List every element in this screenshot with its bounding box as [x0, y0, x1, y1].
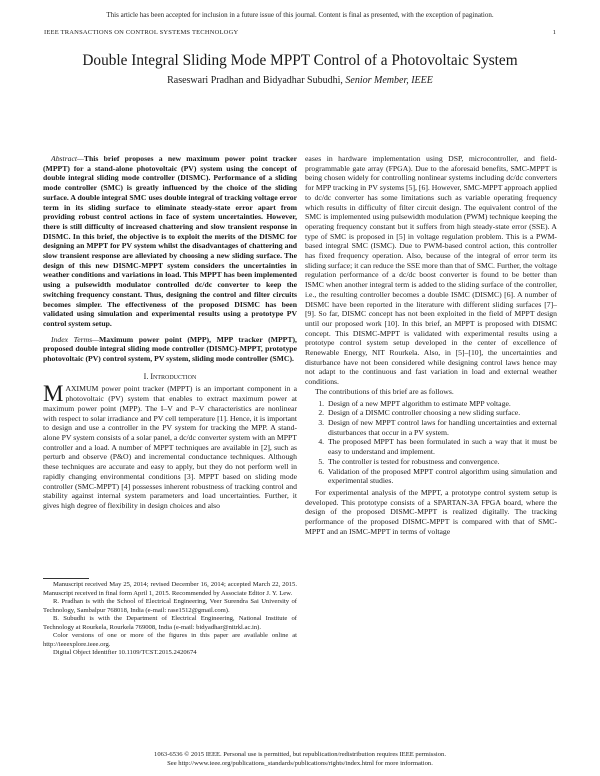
index-terms	[43, 335, 297, 364]
footnote-color: Color versions of one or more of the figures in this paper are available online at http://ieeexplore.ieee.org.	[43, 632, 297, 648]
author-line	[0, 75, 600, 86]
author-names: Raseswari Pradhan and Bidyadhar Subudhi,	[167, 75, 343, 86]
footnote-author1: R. Pradhan is with the School of Electrical Engineering, Veer Surendra Sai University of Technology, Sambalpur 768018, India (e-mail: rase1512@gmail.com).	[43, 598, 297, 614]
intro-paragraph	[43, 381, 297, 510]
footnote-author2: B. Subudhi is with the Department of Electrical Engineering, National Institute of Technology at Rourkela, Rourkela 769008, India (e-mail: bidyadhar@nitrkl.ac.in).	[43, 615, 297, 631]
list-item: 2. Design of a DISMC controller choosing a new sliding surface.	[326, 408, 557, 418]
journal-name: IEEE TRANSACTIONS ON CONTROL SYSTEMS TECHNOLOGY	[44, 29, 239, 36]
footnote-doi: Digital Object Identifier 10.1109/TCST.2015.2420674	[53, 649, 197, 656]
list-item: 1. Design of a new MPPT algorithm to estimate MPP voltage.	[326, 399, 557, 409]
list-item: 5. The controller is tested for robustness and convergence.	[326, 457, 557, 467]
page-number: 1	[552, 29, 556, 36]
abstract	[43, 154, 297, 329]
index-terms-lead: Index Terms—	[51, 334, 99, 344]
rights-link-line: See http://www.ieee.org/publications_standards/publications/rights/index.html for more information.	[167, 759, 433, 767]
experimental-paragraph: For experimental analysis of the MPPT, a prototype control system setup is developed. This prototype consists of a SPARTAN-3A FPGA board, where the design of the proposed DISMC-MPPT is realized digitally. The tracking performance of the proposed DISMC-MPPT is compared with that of SMC-MPPT and an ISMC-MPPT in terms of voltage	[305, 487, 557, 536]
list-item: 6. Validation of the proposed MPPT control algorithm using simulation and experimental studies.	[326, 467, 557, 486]
first-word: AXIMUM	[65, 384, 99, 394]
right-column	[305, 154, 557, 536]
contributions-list	[305, 399, 557, 486]
footnote-received: Manuscript received May 25, 2014; revised December 16, 2014; accepted March 22, 2015. Manuscript received in final form April 1, 2015. Recommended by Associate Editor J. Y. Lew.	[43, 581, 297, 597]
footnotes	[43, 581, 297, 658]
list-item: 3. Design of new MPPT control laws for handling uncertainties and external disturbances that occur in a PV system.	[326, 418, 557, 437]
paper-title: Double Integral Sliding Mode MPPT Control of a Photovoltaic System	[82, 52, 518, 69]
contributions-intro: The contributions of this brief are as follows.	[315, 386, 454, 396]
intro-continuation: eases in hardware implementation using DSP, microcontroller, and field-programmable gate array (FPGA). Due to the aforesaid benefits, SMC-MPPT is being chosen widely for controlling nonlinear systems including dc/dc converters for MPP tracking in PV systems [5], [6]. However, SMC-MPPT approach applied to dc/dc converter has some limitations such as variable operating frequency which results in difficulty of filter circuit design. The equivalent control of the SMC is implemented using pulsewidth modulation (PWM) technique keeping the operating frequency constant but it suffers from high steady-state error (SSE). A type of SMC is proposed in [5] in voltage regulation problem. This is a PWM-based integral SMC (ISMC). Due to PWM-based control action, this controller has fixed frequency operation. Also, because of the integral of error term its sliding surface; it can reduce the SSE more than that of SMC. Further, the voltage regulation performance of a dc/dc boost converter is found to be better than ISMC when another integral term is added to the sliding surface of the controller, i.e., the resulting controller becomes a double ISMC (DISMC) [6]. A number of DISMC have been reported in the literature with different sliding surfaces [7]–[9]. So far, DISMC concept has not been exploited in the field of MPPT design until our proposed work [10]. In this brief, an MPPT is proposed with DISMC concept. This DISMC-MPPT is validated with experimental results using a prototype control system setup developed in the center of excellence of Renewable Energy, NIT Rourkela. Also, in [5]–[10], the uncertainties and disturbance have not been considered while designing control laws hence may not adapt to the continuous and fast variation in load and external weather conditions.	[305, 154, 557, 387]
index-terms-text: Maximum power point (MPP), MPP tracker (MPPT), proposed double integral sliding mode controller (DISMC)-MPPT, prototype photovoltaic (PV) control system, PV system, sliding mode controller (SMC).	[43, 334, 297, 364]
abstract-lead: Abstract—	[51, 154, 84, 163]
section-heading: I. Introduction	[143, 371, 197, 381]
acceptance-note: This article has been accepted for inclusion in a future issue of this journal. Content is final as presented, with the exception of pagination.	[106, 11, 494, 19]
copyright-notice	[0, 751, 600, 768]
list-item: 4. The proposed MPPT has been formulated in such a way that it must be easy to understand and implement.	[326, 437, 557, 456]
copyright-line: 1063-6536 © 2015 IEEE. Personal use is permitted, but republication/redistribution requires IEEE permission.	[154, 751, 446, 758]
member-status: Senior Member, IEEE	[345, 75, 433, 86]
intro-text: power point tracker (MPPT) is an important component in a photovoltaic (PV) system that enables to extract maximum power at maximum power point (MPP). The I–V and P–V characteristics are nonlinear with respect to solar irradiance and PV cell temperature [1]. Hence, it is important to design and use a controller in the PV system for tracking the MPP. A stand-alone PV system consists of a solar panel, a dc/dc converter system with an MPPT controller and a load. A number of MPPT techniques are available in [2], such as perturb and observe (P&O) and incremental conductance techniques. Although these techniques are accurate and easy to apply, but they do not perform well in rapidly changing environmental conditions [3]. MPPT based on sliding mode controller (SMC-MPPT) [4] possesses inherent robustness of tracking control and stability against internal system parameters and load uncertainties. Further, it gives high degree of flexibility in design choices and also	[43, 384, 297, 510]
abstract-text: This brief proposes a new maximum power point tracker (MPPT) for a stand-alone photovoltaic (PV) system using the concept of double integral sliding mode controller (DISMC). Performance of a sliding mode controller (SMC) is greatly influenced by the choice of the sliding surface. A double integral SMC uses double integral of tracking voltage error term in its sliding surface to eliminate steady-state error apart from providing robust control actions in face of system uncertainties. However, there is still difficulty of increased chattering and slow transient response in DISMC. In this brief, the objective is to exploit the merits of the DISMC for designing an MPPT for PV system whilst the disadvantages of chattering and slow transient response are alleviated by choosing a new sliding surface. The design of this new DISMC-MPPT system considers the uncertainties in weather conditions and variations in load. This MPPT has been implemented using a pulsewidth modulator controlled dc/dc converter to keep the switching frequency constant. Thus, designing the control and filter circuits becomes simpler. The effectiveness of the proposed DISMC has been validated using simulation and experimental results using a prototype PV control system setup.	[43, 154, 297, 328]
footnote-rule	[43, 578, 89, 579]
left-column	[43, 154, 297, 511]
drop-cap: M	[43, 381, 64, 407]
